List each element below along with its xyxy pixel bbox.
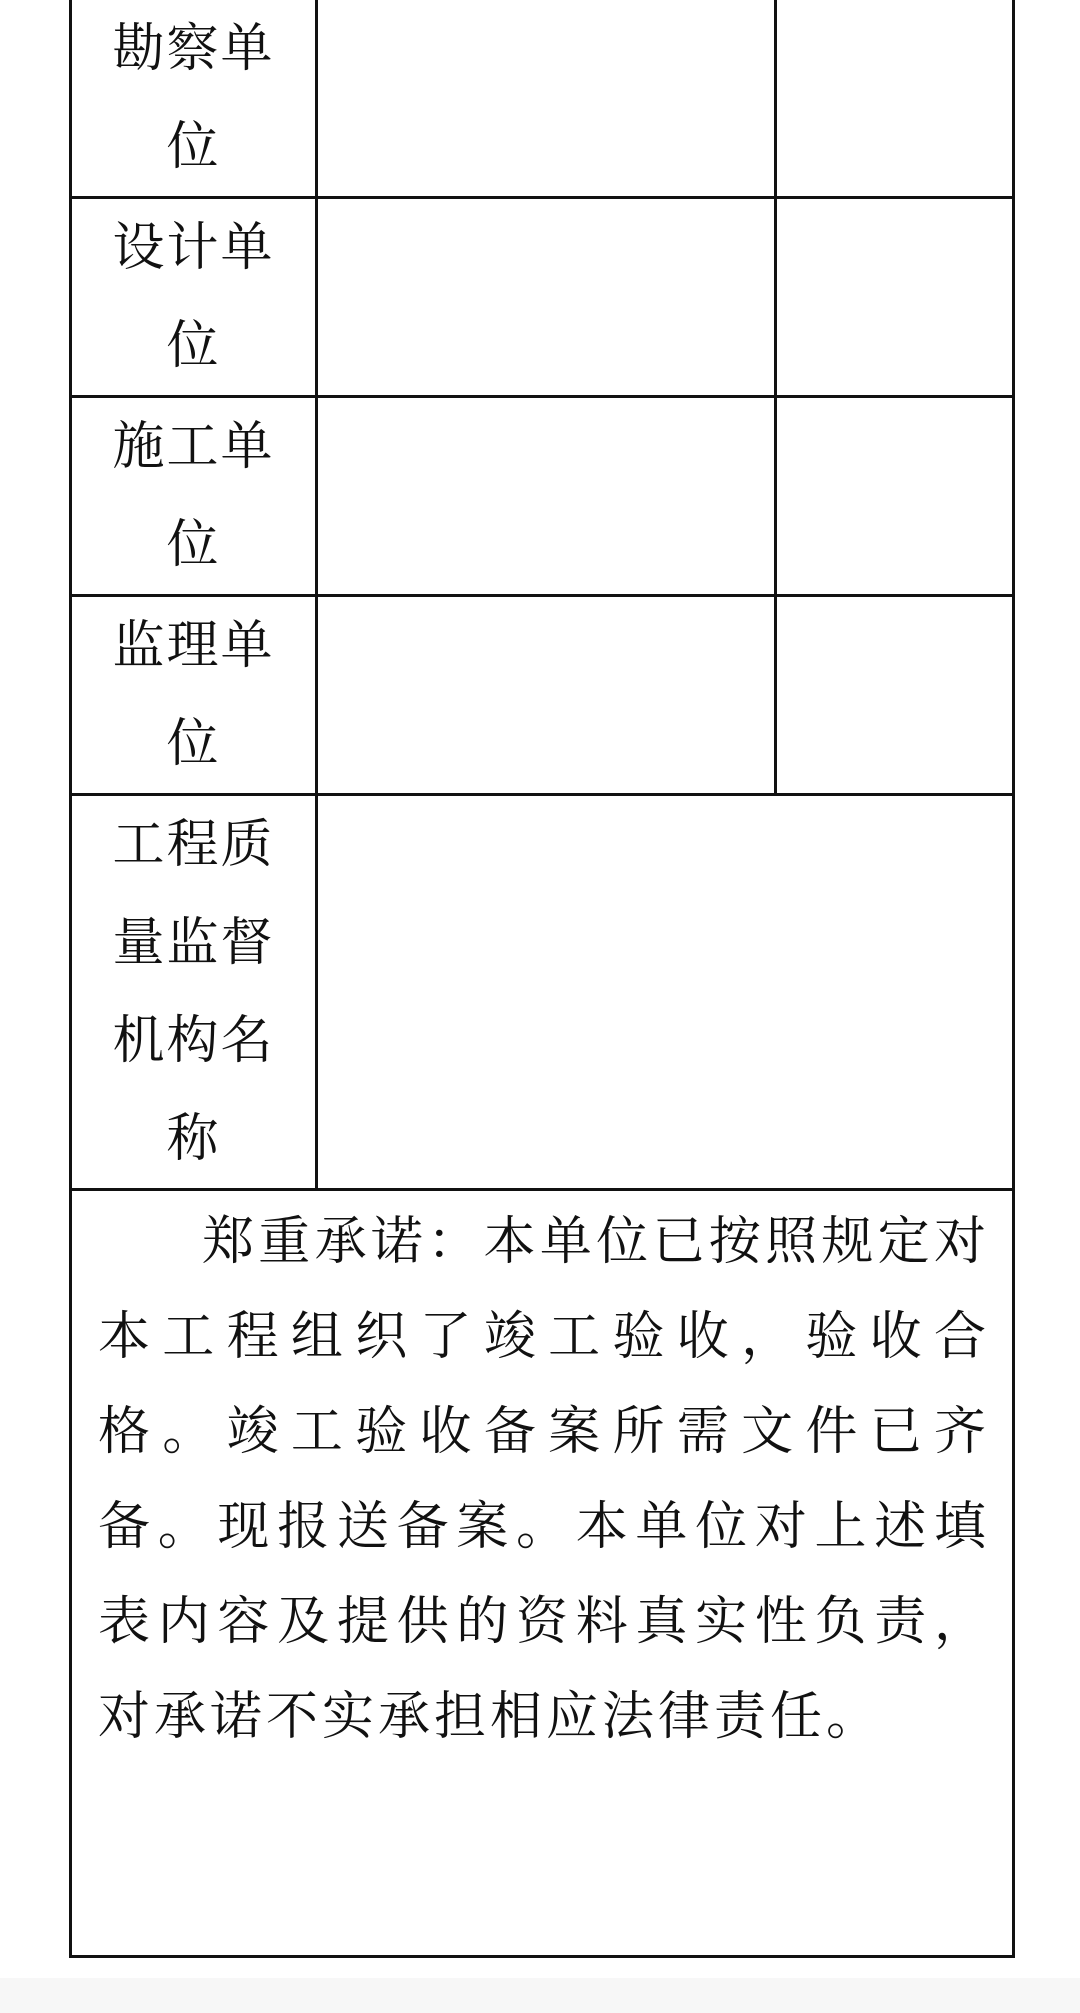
row-label-cell bbox=[71, 795, 317, 1190]
supervision-unit-name-field[interactable] bbox=[317, 596, 776, 795]
design-unit-label: 设计单 位 bbox=[112, 218, 275, 376]
row-label-cell bbox=[71, 0, 317, 198]
construction-unit-label: 施工单 位 bbox=[112, 417, 275, 575]
table-row-supervision-unit bbox=[71, 596, 1014, 795]
quality-supervision-agency-field[interactable] bbox=[317, 795, 1014, 1190]
row-label-cell bbox=[71, 397, 317, 596]
promise-cell bbox=[71, 1190, 1014, 1957]
table-row-construction-unit bbox=[71, 397, 1014, 596]
promise-statement: 郑重承诺：本单位已按照规定对本工程组织了竣工验收，验收合格。竣工验收备案所需文件已齐备。现报送备案。本单位对上述填表内容及提供的资料真实性负责，对承诺不实承担相应法律责任。 bbox=[98, 1212, 990, 1747]
table-row-design-unit bbox=[71, 198, 1014, 397]
construction-unit-extra-field[interactable] bbox=[776, 397, 1014, 596]
supervision-unit-label: 监理单 位 bbox=[112, 616, 275, 774]
table-row-promise bbox=[71, 1190, 1014, 1957]
design-unit-extra-field[interactable] bbox=[776, 198, 1014, 397]
design-unit-name-field[interactable] bbox=[317, 198, 776, 397]
survey-unit-name-field[interactable] bbox=[317, 0, 776, 198]
supervision-unit-extra-field[interactable] bbox=[776, 596, 1014, 795]
survey-unit-extra-field[interactable] bbox=[776, 0, 1014, 198]
row-label-cell bbox=[71, 596, 317, 795]
survey-unit-label: 勘察单 位 bbox=[112, 19, 275, 177]
table-row-survey-unit bbox=[71, 0, 1014, 198]
row-label-cell bbox=[71, 198, 317, 397]
quality-supervision-agency-label: 工程质 量监督 机构名 称 bbox=[112, 815, 275, 1169]
completion-acceptance-form-table bbox=[69, 0, 1015, 1958]
table-row-quality-supervision-agency bbox=[71, 795, 1014, 1190]
construction-unit-name-field[interactable] bbox=[317, 397, 776, 596]
